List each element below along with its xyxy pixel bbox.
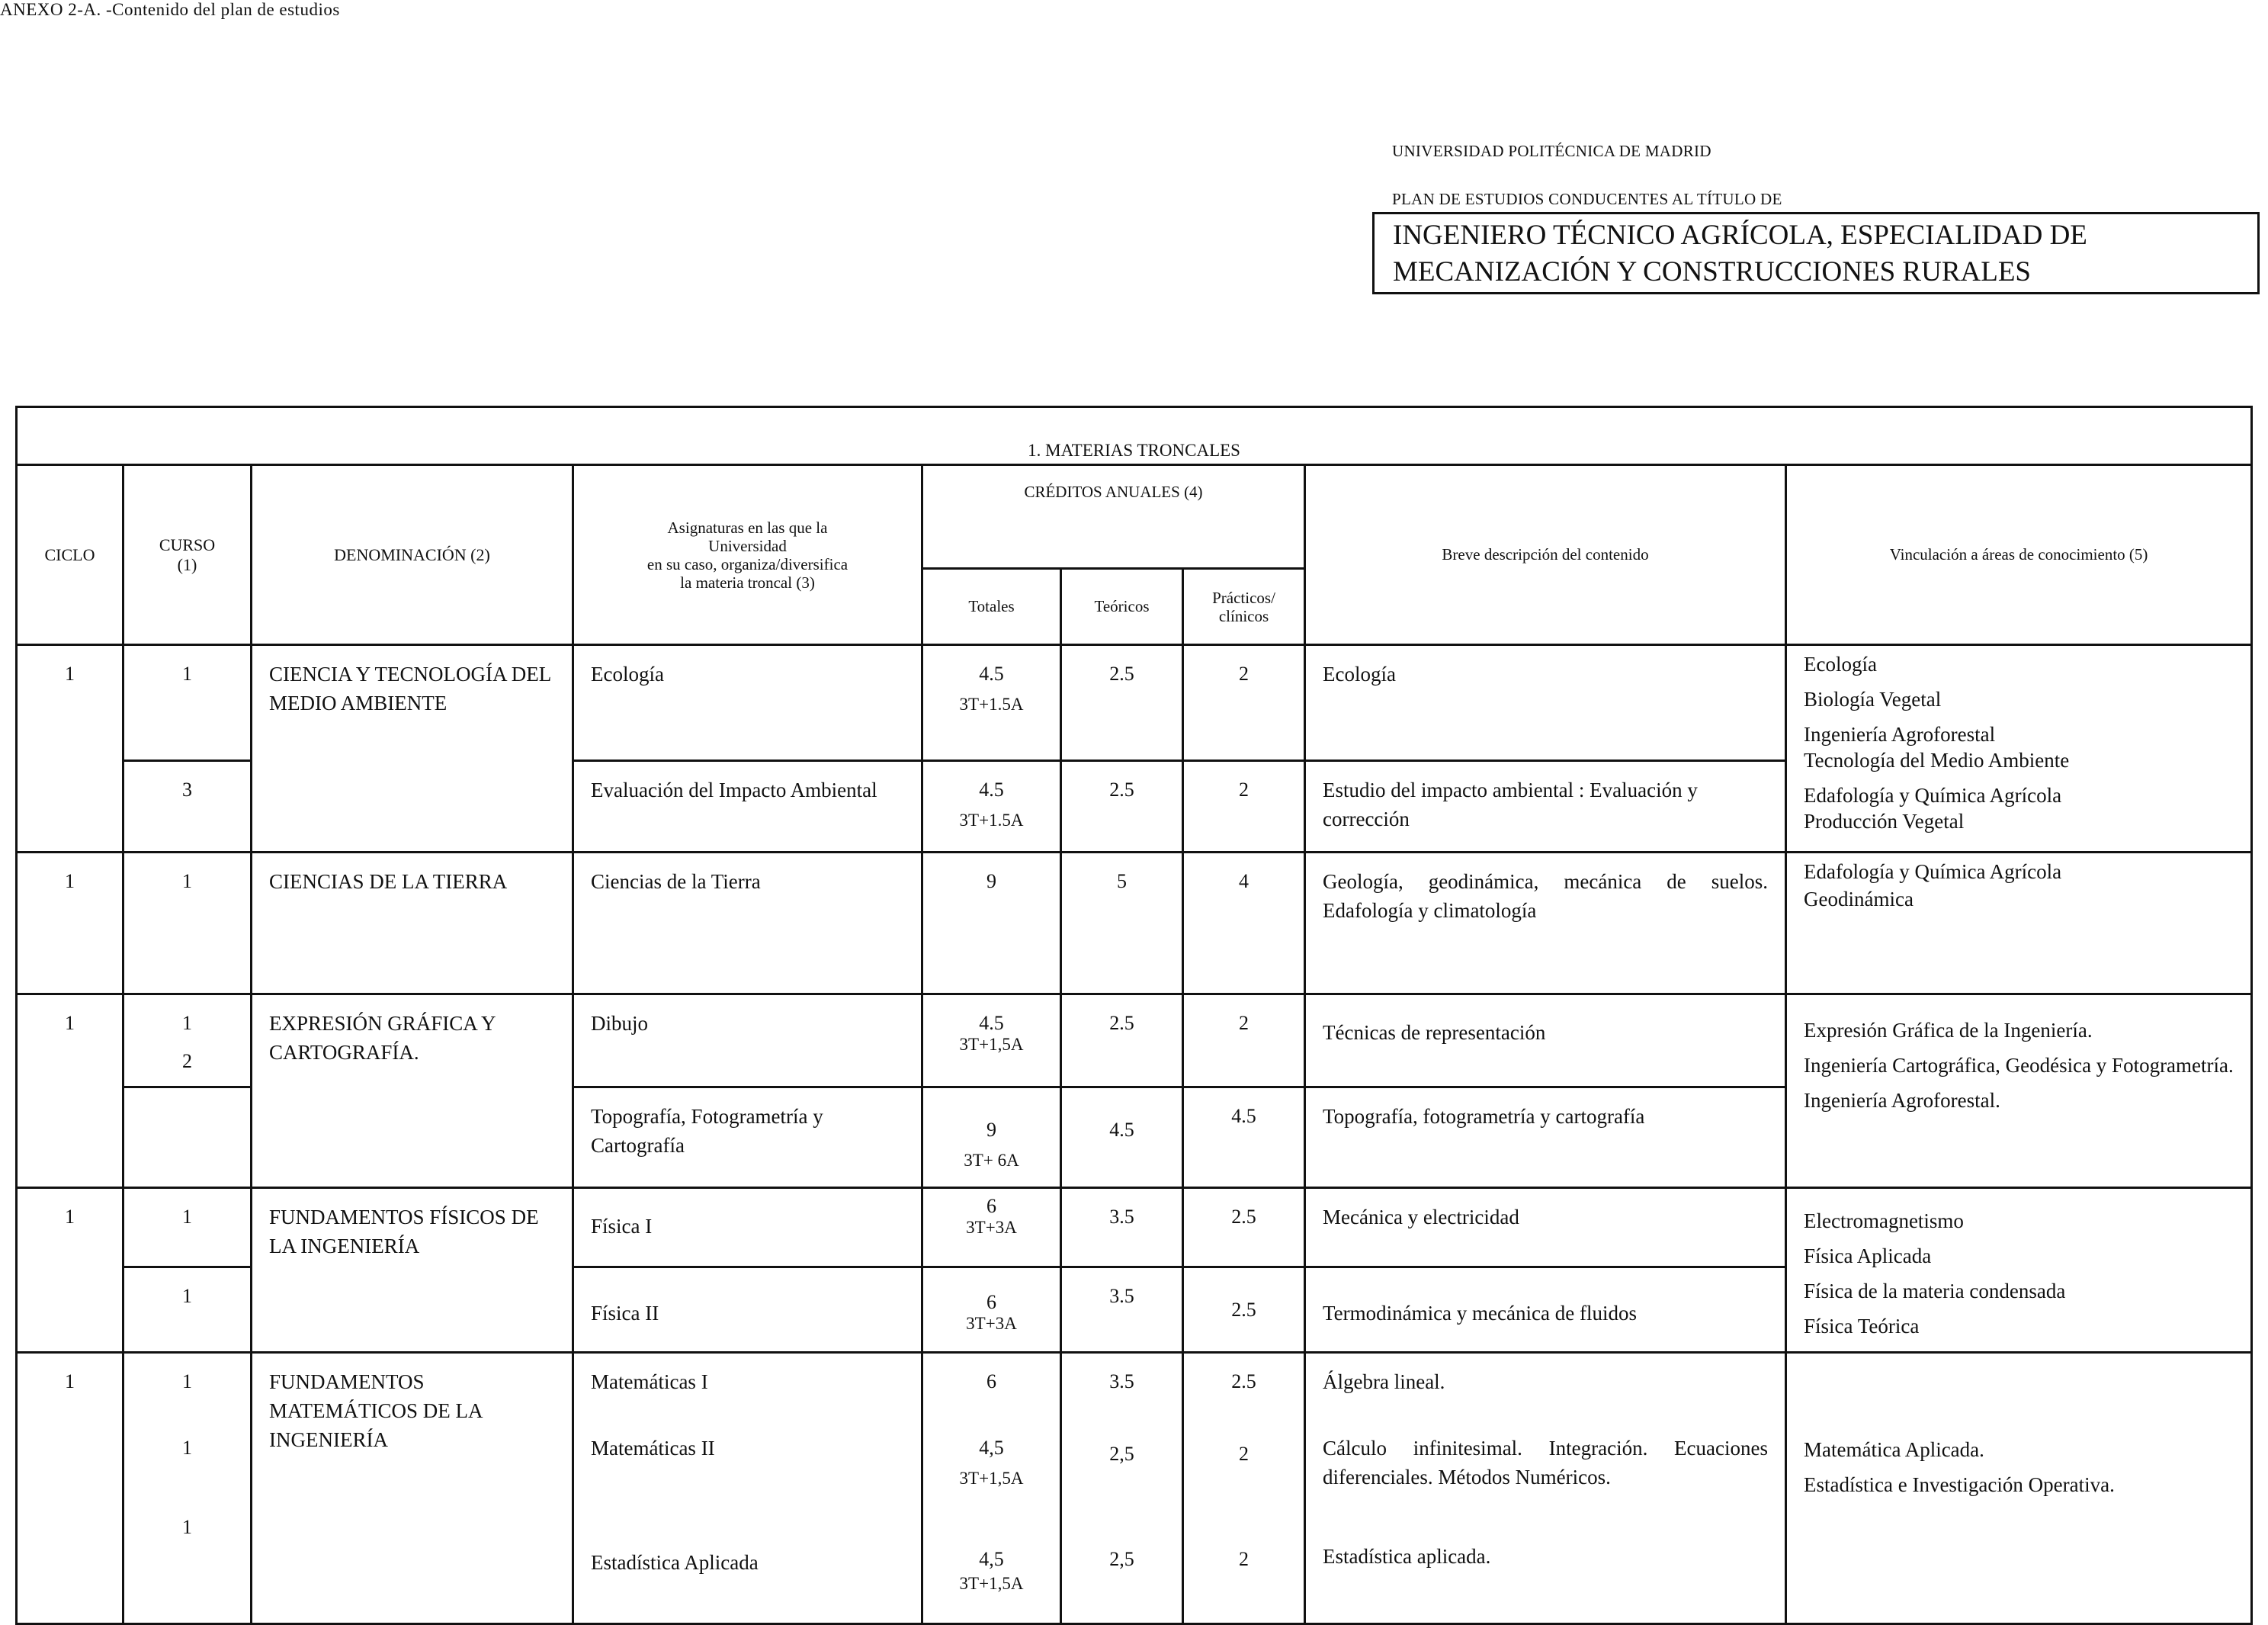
asignatura-cell: Física II: [573, 1267, 922, 1353]
table-row: [17, 853, 2252, 994]
col-curso-label: CURSO: [159, 535, 216, 554]
practicos-cell: 2: [1183, 994, 1305, 1087]
descripcion-cell: Técnicas de representación: [1305, 994, 1786, 1087]
materias-troncales-table: [15, 406, 2253, 1625]
degree-title-line-1: INGENIERO TÉCNICO AGRÍCOLA, ESPECIALIDAD DE: [1393, 220, 2087, 251]
curso-cell: 1: [124, 1353, 252, 1420]
area-item: Electromagnetismo: [1804, 1209, 1964, 1232]
curso-cell: 1: [124, 645, 252, 761]
totales-cell: [922, 761, 1061, 853]
area-item: Ingeniería Agroforestal.: [1804, 1089, 2000, 1112]
totales-cell: [922, 853, 1061, 994]
col-asignaturas-l3: en su caso, organiza/diversifica: [646, 554, 848, 573]
asignatura-cell: Ecología: [573, 645, 922, 761]
area-item: Matemática Aplicada.: [1804, 1438, 1984, 1461]
teoricos-cell: 3.5: [1061, 1188, 1183, 1267]
totales-cell: [922, 1087, 1061, 1188]
area-item: Geodinámica: [1804, 888, 1914, 910]
area-item: Física Teórica: [1804, 1315, 1920, 1338]
vinculacion-cell: [1786, 994, 2252, 1188]
totales-breakdown: 3T+ 6A: [964, 1151, 1019, 1170]
totales-value: 6: [986, 1291, 996, 1313]
descripcion-cell: Estadística aplicada.: [1305, 1495, 1786, 1624]
practicos-cell: 2.5: [1183, 1353, 1305, 1420]
area-item: Edafología y Química Agrícola: [1804, 860, 2062, 883]
vinculacion-cell: [1786, 853, 2252, 994]
practicos-cell: 2.5: [1183, 1188, 1305, 1267]
col-asignaturas-l2: Universidad: [708, 536, 787, 555]
col-teoricos: Teóricos: [1061, 569, 1183, 645]
curso-cell: 1: [124, 853, 252, 994]
teoricos-cell: 2,5: [1061, 1420, 1183, 1495]
denominacion-cell: FUNDAMENTOS FÍSICOS DE LA INGENIERÍA: [252, 1188, 573, 1353]
descripcion-cell: Ecología: [1305, 645, 1786, 761]
area-item: Ecología: [1804, 653, 1877, 676]
totales-value: 6: [986, 1195, 996, 1217]
teoricos-cell: 4.5: [1061, 1087, 1183, 1188]
practicos-cell: 4.5: [1183, 1087, 1305, 1188]
totales-cell: [922, 1188, 1061, 1267]
col-denominacion: DENOMINACIÓN (2): [252, 465, 573, 645]
totales-breakdown: 3T+1,5A: [959, 1035, 1024, 1054]
area-item: Estadística e Investigación Operativa.: [1804, 1473, 2115, 1496]
ciclo-cell: 1: [17, 1353, 124, 1624]
totales-breakdown: 3T+1,5A: [959, 1468, 1024, 1488]
asignatura-cell: Dibujo: [573, 994, 922, 1087]
table-row: [17, 994, 2252, 1087]
totales-value: 9: [986, 870, 996, 892]
table-row: [17, 645, 2252, 761]
asignatura-cell: Matemáticas I: [573, 1353, 922, 1420]
degree-title-line-2: MECANIZACIÓN Y CONSTRUCCIONES RURALES: [1393, 256, 2031, 287]
practicos-cell: 2.5: [1183, 1267, 1305, 1353]
totales-breakdown: 3T+3A: [966, 1218, 1017, 1237]
area-item: Física Aplicada: [1804, 1244, 1932, 1267]
practicos-cell: 2: [1183, 1420, 1305, 1495]
vinculacion-cell: [1786, 645, 2252, 853]
totales-value: 9: [986, 1119, 996, 1141]
totales-breakdown: 3T+1.5A: [959, 811, 1024, 830]
denominacion-cell: EXPRESIÓN GRÁFICA Y CARTOGRAFÍA.: [252, 994, 573, 1188]
curso-cell: [124, 1050, 252, 1188]
col-descripcion: Breve descripción del contenido: [1305, 465, 1786, 645]
teoricos-cell: 3.5: [1061, 1267, 1183, 1353]
table-title: 1. MATERIAS TRONCALES: [17, 407, 2252, 465]
asignatura-cell: Física I: [573, 1188, 922, 1267]
descripcion-cell: Termodinámica y mecánica de fluidos: [1305, 1267, 1786, 1353]
asignatura-cell: Estadística Aplicada: [573, 1495, 922, 1624]
totales-breakdown: 3T+3A: [966, 1314, 1017, 1333]
plan-label: PLAN DE ESTUDIOS CONDUCENTES AL TÍTULO DE: [1392, 190, 1782, 208]
vinculacion-cell: [1786, 1353, 2252, 1624]
totales-value: 4,5: [979, 1547, 1004, 1570]
col-practicos-l2: clínicos: [1218, 606, 1269, 625]
col-curso-note: (1): [177, 554, 197, 574]
col-practicos-l1: Prácticos/: [1212, 588, 1275, 607]
area-item: Física de la materia condensada: [1804, 1280, 2066, 1302]
practicos-cell: 2: [1183, 1495, 1305, 1624]
asignatura-cell: Matemáticas II: [573, 1420, 922, 1495]
curso-cell: 1: [124, 1267, 252, 1353]
descripcion-cell: Estudio del impacto ambiental : Evaluación y corrección: [1305, 761, 1786, 853]
teoricos-cell: 2.5: [1061, 994, 1183, 1087]
practicos-cell: 2: [1183, 645, 1305, 761]
col-vinculacion: Vinculación a áreas de conocimiento (5): [1786, 465, 2252, 645]
totales-value: 6: [986, 1370, 996, 1392]
asignatura-cell: Evaluación del Impacto Ambiental: [573, 761, 922, 853]
table-row: [17, 1353, 2252, 1420]
area-item: Ingeniería Cartográfica, Geodésica y Fotogrametría.: [1804, 1054, 2234, 1077]
denominacion-cell: FUNDAMENTOS MATEMÁTICOS DE LA INGENIERÍA: [252, 1353, 573, 1624]
practicos-cell: 2: [1183, 761, 1305, 853]
area-item: Producción Vegetal: [1804, 810, 1965, 833]
area-item: Biología Vegetal: [1804, 688, 1942, 711]
curso-value: 2: [182, 1050, 192, 1072]
ciclo-cell: 1: [17, 1188, 124, 1353]
descripcion-cell: Geología, geodinámica, mecánica de suelos. Edafología y climatología: [1305, 853, 1786, 994]
area-item: Tecnología del Medio Ambiente: [1804, 749, 2070, 772]
col-practicos: [1183, 569, 1305, 645]
vinculacion-cell: [1786, 1188, 2252, 1353]
teoricos-cell: 3.5: [1061, 1353, 1183, 1420]
col-asignaturas: [573, 465, 922, 645]
totales-cell: [922, 1420, 1061, 1495]
ciclo-cell: 1: [17, 853, 124, 994]
descripcion-cell: Topografía, fotogrametría y cartografía: [1305, 1087, 1786, 1188]
descripcion-cell: Mecánica y electricidad: [1305, 1188, 1786, 1267]
col-creditos: CRÉDITOS ANUALES (4): [922, 465, 1305, 569]
ciclo-cell: 1: [17, 645, 124, 853]
curso-cell: 1: [124, 1420, 252, 1495]
area-item: Edafología y Química Agrícola: [1804, 784, 2062, 807]
curso-cell: 3: [124, 761, 252, 853]
totales-cell: [922, 1353, 1061, 1420]
totales-cell: [922, 1495, 1061, 1624]
col-asignaturas-l4: la materia troncal (3): [680, 573, 815, 592]
totales-value: 4.5: [979, 779, 1004, 801]
col-ciclo: CICLO: [17, 465, 124, 645]
totales-cell: [922, 1267, 1061, 1353]
ciclo-cell: 1: [17, 994, 124, 1188]
curso-cell: 1: [124, 1495, 252, 1624]
university-name: UNIVERSIDAD POLITÉCNICA DE MADRID: [1392, 142, 1711, 160]
area-item: Expresión Gráfica de la Ingeniería.: [1804, 1019, 2093, 1042]
denominacion-cell: CIENCIA Y TECNOLOGÍA DEL MEDIO AMBIENTE: [252, 645, 573, 853]
asignatura-cell: Ciencias de la Tierra: [573, 853, 922, 994]
totales-value: 4,5: [979, 1436, 1004, 1459]
curso-cell: 1: [124, 994, 252, 1087]
col-totales: Totales: [922, 569, 1061, 645]
practicos-cell: 4: [1183, 853, 1305, 994]
asignatura-cell: Topografía, Fotogrametría y Cartografía: [573, 1087, 922, 1188]
col-asignaturas-l1: Asignaturas en las que la: [667, 518, 828, 537]
totales-value: 4.5: [979, 1012, 1004, 1034]
teoricos-cell: 5: [1061, 853, 1183, 994]
totales-cell: [922, 645, 1061, 761]
descripcion-cell: Cálculo infinitesimal. Integración. Ecuaciones diferenciales. Métodos Numéricos.: [1305, 1420, 1786, 1495]
degree-title-box: [1372, 212, 2260, 294]
totales-breakdown: 3T+1.5A: [959, 695, 1024, 714]
denominacion-cell: CIENCIAS DE LA TIERRA: [252, 853, 573, 994]
descripcion-cell: Álgebra lineal.: [1305, 1353, 1786, 1420]
annex-heading: ANEXO 2-A. -Contenido del plan de estudios: [0, 0, 340, 19]
teoricos-cell: 2.5: [1061, 645, 1183, 761]
col-curso: [124, 465, 252, 645]
table-row: [17, 1188, 2252, 1267]
totales-breakdown: 3T+1,5A: [959, 1573, 1024, 1593]
area-item: Ingeniería Agroforestal: [1804, 723, 1996, 746]
totales-value: 4.5: [979, 663, 1004, 685]
totales-cell: [922, 994, 1061, 1087]
teoricos-cell: 2,5: [1061, 1495, 1183, 1624]
teoricos-cell: 2.5: [1061, 761, 1183, 853]
curso-cell: 1: [124, 1188, 252, 1267]
